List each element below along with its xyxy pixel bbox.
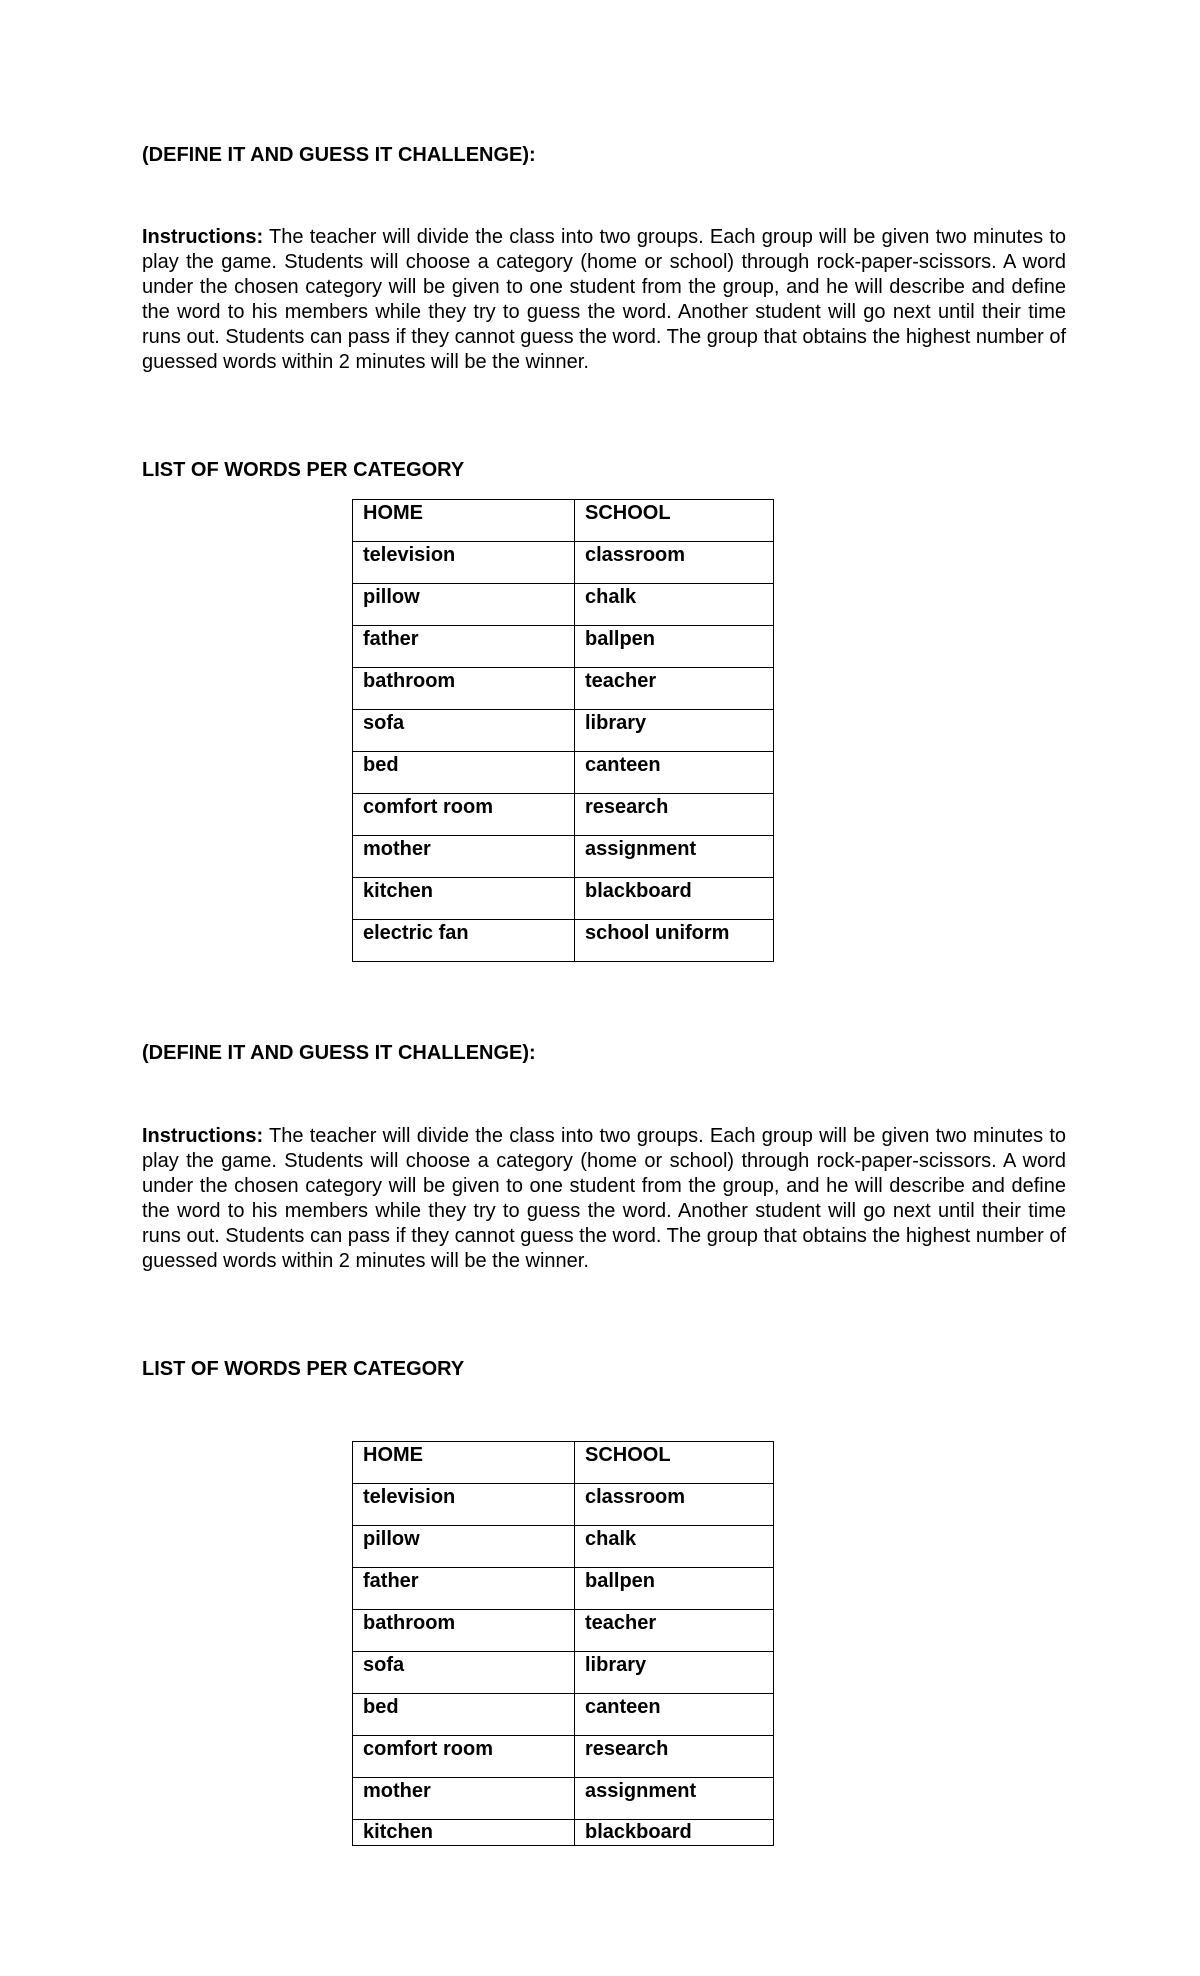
school-word-cell: canteen (575, 752, 774, 794)
home-word-cell: sofa (353, 1652, 575, 1694)
school-word-cell: library (575, 710, 774, 752)
table-header-row (353, 500, 774, 542)
home-word-cell: mother (353, 1778, 575, 1820)
home-word-cell: bathroom (353, 1610, 575, 1652)
table-row (353, 1736, 774, 1778)
instructions-label: Instructions: (142, 1125, 264, 1147)
table-row (353, 626, 774, 668)
school-word-cell: research (575, 1736, 774, 1778)
school-word-cell: classroom (575, 1484, 774, 1526)
school-word-cell: ballpen (575, 626, 774, 668)
home-word-cell: kitchen (353, 1820, 575, 1846)
instructions-label: Instructions: (142, 226, 264, 248)
home-word-cell: pillow (353, 1526, 575, 1568)
instructions-text: The teacher will divide the class into two groups. Each group will be given two minutes to play the game. Students will choose a category (home or school) through rock-paper-scissors. A word under the chosen category will be given to one student from the group, and he will describe and define the word to his members while they try to guess the word. Another student will go next until their time runs out. Students can pass if they cannot guess the word. The group that obtains the highest number of guessed words within 2 minutes will be the winner. (142, 1125, 1066, 1272)
header-home: HOME (353, 1442, 575, 1484)
home-word-cell: bed (353, 752, 575, 794)
home-word-cell: pillow (353, 584, 575, 626)
instructions-paragraph (142, 1124, 1066, 1274)
home-word-cell: electric fan (353, 920, 575, 962)
school-word-cell: library (575, 1652, 774, 1694)
instructions-paragraph (142, 225, 1066, 375)
table-row (353, 542, 774, 584)
home-word-cell: comfort room (353, 1736, 575, 1778)
home-word-cell: father (353, 626, 575, 668)
table-row (353, 584, 774, 626)
school-word-cell: school uniform (575, 920, 774, 962)
home-word-cell: mother (353, 836, 575, 878)
word-category-table (352, 499, 774, 962)
word-list-title: LIST OF WORDS PER CATEGORY (142, 459, 465, 481)
word-list-title: LIST OF WORDS PER CATEGORY (142, 1358, 465, 1380)
home-word-cell: bed (353, 1694, 575, 1736)
table-row (353, 1652, 774, 1694)
instructions-text: The teacher will divide the class into two groups. Each group will be given two minutes to play the game. Students will choose a category (home or school) through rock-paper-scissors. A word under the chosen category will be given to one student from the group, and he will describe and define the word to his members while they try to guess the word. Another student will go next until their time runs out. Students can pass if they cannot guess the word. The group that obtains the highest number of guessed words within 2 minutes will be the winner. (142, 226, 1066, 373)
table-row (353, 1820, 774, 1846)
school-word-cell: canteen (575, 1694, 774, 1736)
table-row (353, 668, 774, 710)
school-word-cell: chalk (575, 1526, 774, 1568)
table-row (353, 836, 774, 878)
table-header-row (353, 1442, 774, 1484)
section-title: (DEFINE IT AND GUESS IT CHALLENGE): (142, 1042, 536, 1064)
table-row (353, 1610, 774, 1652)
school-word-cell: blackboard (575, 1820, 774, 1846)
school-word-cell: teacher (575, 668, 774, 710)
table-row (353, 1526, 774, 1568)
home-word-cell: father (353, 1568, 575, 1610)
school-word-cell: teacher (575, 1610, 774, 1652)
section-title: (DEFINE IT AND GUESS IT CHALLENGE): (142, 144, 536, 166)
table-row (353, 794, 774, 836)
home-word-cell: sofa (353, 710, 575, 752)
header-home: HOME (353, 500, 575, 542)
school-word-cell: ballpen (575, 1568, 774, 1610)
school-word-cell: assignment (575, 1778, 774, 1820)
school-word-cell: research (575, 794, 774, 836)
table-row (353, 710, 774, 752)
header-school: SCHOOL (575, 1442, 774, 1484)
table-row (353, 1484, 774, 1526)
table-row (353, 752, 774, 794)
table-row (353, 878, 774, 920)
school-word-cell: assignment (575, 836, 774, 878)
school-word-cell: blackboard (575, 878, 774, 920)
table-row (353, 1568, 774, 1610)
table-row (353, 1778, 774, 1820)
home-word-cell: comfort room (353, 794, 575, 836)
table-row (353, 920, 774, 962)
header-school: SCHOOL (575, 500, 774, 542)
home-word-cell: kitchen (353, 878, 575, 920)
table-row (353, 1694, 774, 1736)
home-word-cell: television (353, 542, 575, 584)
home-word-cell: bathroom (353, 668, 575, 710)
school-word-cell: classroom (575, 542, 774, 584)
home-word-cell: television (353, 1484, 575, 1526)
word-category-table (352, 1441, 774, 1846)
school-word-cell: chalk (575, 584, 774, 626)
